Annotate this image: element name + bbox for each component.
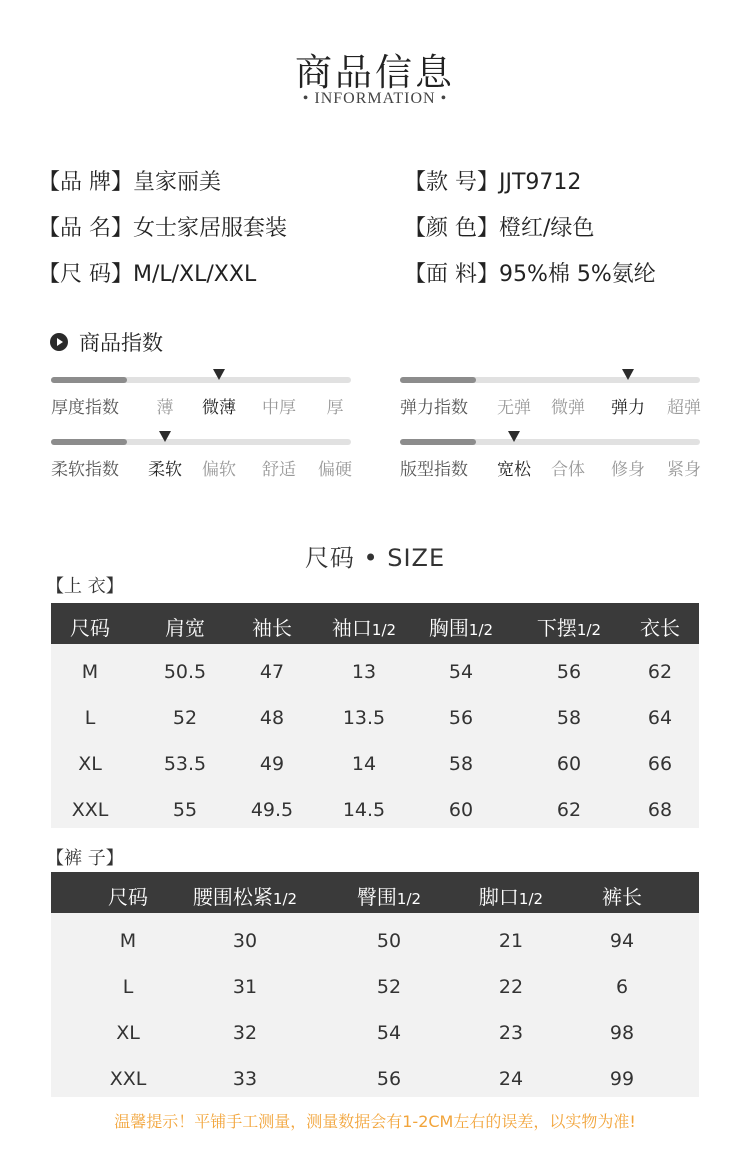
- tops-table-header: [51, 603, 699, 644]
- index-heading: [50, 327, 163, 357]
- table-cell: L: [84, 707, 96, 729]
- table-header-cell: [70, 612, 110, 641]
- info-model: 【款 号】JJT9712: [404, 170, 582, 195]
- page-subtitle: • INFORMATION •: [302, 90, 448, 107]
- info-size: 【尺 码】M/L/XL/XXL: [38, 262, 257, 287]
- header-sub-text: 1/2: [468, 621, 494, 639]
- table-cell: 31: [232, 976, 258, 998]
- table-row: [51, 1022, 699, 1046]
- info-brand: 【品 牌】皇家丽美: [38, 170, 221, 195]
- header-sub-text: 1/2: [576, 621, 602, 639]
- table-row: [51, 976, 699, 1000]
- table-cell: 54: [376, 1022, 402, 1044]
- table-cell: 94: [609, 930, 635, 952]
- table-cell: 6: [615, 976, 629, 998]
- meter-track: [51, 439, 351, 445]
- table-cell: 21: [498, 930, 524, 952]
- pants-label: 【裤 子】: [46, 848, 124, 869]
- meter-option: 偏软: [202, 460, 236, 480]
- meter-option: 修身: [611, 460, 645, 480]
- size-title: 尺码 • SIZE: [304, 544, 446, 572]
- meter-pointer: [159, 431, 171, 442]
- header-main-text: 尺码: [108, 885, 148, 909]
- header-sub-text: 1/2: [371, 621, 397, 639]
- header-main-text: 肩宽: [165, 616, 205, 640]
- info-fabric: 【面 料】95%棉 5%氨纶: [404, 262, 656, 287]
- table-cell: 48: [259, 707, 285, 729]
- table-cell: XXL: [71, 799, 109, 821]
- meter-option: 超弹: [667, 398, 701, 418]
- header-sub-text: 1/2: [396, 890, 422, 908]
- table-cell: 33: [232, 1068, 258, 1090]
- table-header-cell: [165, 612, 205, 641]
- table-row: [51, 753, 699, 777]
- meter-option: 微弹: [551, 398, 585, 418]
- meter-option: 无弹: [497, 398, 531, 418]
- table-cell: 24: [498, 1068, 524, 1090]
- elasticity-meter: [400, 373, 701, 418]
- tops-table-body: [51, 644, 699, 828]
- table-cell: 64: [647, 707, 673, 729]
- table-cell: 60: [448, 799, 474, 821]
- table-cell: L: [122, 976, 134, 998]
- table-cell: 52: [172, 707, 198, 729]
- table-cell: 32: [232, 1022, 258, 1044]
- table-header-cell: [479, 881, 543, 910]
- table-header-cell: [252, 612, 292, 641]
- header-main-text: 胸围: [428, 616, 469, 640]
- table-cell: 68: [647, 799, 673, 821]
- pants-table-body: [51, 913, 699, 1097]
- table-cell: XL: [116, 1022, 140, 1044]
- table-header-cell: [640, 612, 680, 641]
- header-main-text: 腰围松紧: [192, 885, 273, 909]
- table-cell: 50: [376, 930, 402, 952]
- table-cell: 52: [376, 976, 402, 998]
- table-cell: 58: [448, 753, 474, 775]
- meter-track-fill: [51, 439, 127, 445]
- table-cell: 60: [556, 753, 582, 775]
- table-header-cell: [332, 612, 396, 641]
- meter-track: [51, 377, 351, 383]
- table-header-cell: [193, 881, 297, 910]
- table-header-cell: [357, 881, 421, 910]
- softness-meter: [51, 435, 352, 480]
- fit-meter: [400, 435, 701, 480]
- page-title: 商品信息: [295, 51, 455, 94]
- tops-table: [51, 603, 699, 828]
- meter-label: 厚度指数: [51, 398, 119, 418]
- info-color: 【颜 色】橙红/绿色: [404, 216, 595, 241]
- table-cell: XL: [78, 753, 102, 775]
- meter-track: [400, 439, 700, 445]
- meter-option: 弹力: [611, 398, 645, 418]
- pants-table: [51, 872, 699, 1097]
- meter-pointer: [622, 369, 634, 380]
- table-cell: 14.5: [342, 799, 386, 821]
- table-cell: XXL: [109, 1068, 147, 1090]
- table-cell: 13: [351, 661, 377, 683]
- header-sub-text: 1/2: [518, 890, 544, 908]
- meter-option: 中厚: [262, 398, 296, 418]
- table-row: [51, 661, 699, 685]
- table-cell: 66: [647, 753, 673, 775]
- tops-label: 【上 衣】: [46, 576, 124, 597]
- meter-pointer: [213, 369, 225, 380]
- table-header-cell: [537, 612, 601, 641]
- header-main-text: 袖口: [331, 616, 372, 640]
- table-header-cell: [108, 881, 148, 910]
- table-row: [51, 707, 699, 731]
- header-main-text: 袖长: [252, 616, 292, 640]
- index-heading-label: 商品指数: [79, 331, 163, 355]
- meter-label: 版型指数: [400, 460, 468, 480]
- table-cell: 23: [498, 1022, 524, 1044]
- table-header-cell: [429, 612, 493, 641]
- table-cell: 62: [556, 799, 582, 821]
- table-cell: M: [119, 930, 137, 952]
- table-cell: 47: [259, 661, 285, 683]
- meter-track-fill: [400, 439, 476, 445]
- meter-option: 薄: [156, 398, 174, 418]
- pants-table-header: [51, 872, 699, 913]
- meter-option: 宽松: [497, 460, 531, 480]
- meter-track-fill: [400, 377, 476, 383]
- measurement-notice: 温馨提示！平铺手工测量，测量数据会有1-2CM左右的误差，以实物为准!: [114, 1112, 636, 1131]
- header-sub-text: 1/2: [272, 890, 298, 908]
- meter-pointer: [508, 431, 520, 442]
- meter-option: 厚: [326, 398, 344, 418]
- header-main-text: 下摆: [536, 616, 577, 640]
- meter-label: 弹力指数: [400, 398, 468, 418]
- meter-track: [400, 377, 700, 383]
- table-cell: 13.5: [342, 707, 386, 729]
- meter-label: 柔软指数: [51, 460, 119, 480]
- meter-option: 合体: [551, 460, 585, 480]
- meter-track-fill: [51, 377, 127, 383]
- play-icon: [50, 333, 68, 351]
- table-cell: 98: [609, 1022, 635, 1044]
- table-cell: 14: [351, 753, 377, 775]
- table-cell: 56: [376, 1068, 402, 1090]
- header-main-text: 脚口: [478, 885, 519, 909]
- header-main-text: 臀围: [356, 885, 397, 909]
- header-main-text: 裤长: [602, 885, 642, 909]
- meter-option: 微薄: [202, 398, 236, 418]
- table-cell: 49.5: [250, 799, 294, 821]
- table-cell: 56: [448, 707, 474, 729]
- table-cell: 55: [172, 799, 198, 821]
- info-name: 【品 名】女士家居服套装: [38, 216, 287, 241]
- table-cell: 49: [259, 753, 285, 775]
- table-cell: 50.5: [163, 661, 207, 683]
- table-cell: 99: [609, 1068, 635, 1090]
- table-row: [51, 1068, 699, 1092]
- table-row: [51, 930, 699, 954]
- table-row: [51, 799, 699, 823]
- table-header-cell: [602, 881, 642, 910]
- header-main-text: 衣长: [640, 616, 680, 640]
- header-main-text: 尺码: [70, 616, 110, 640]
- table-cell: 54: [448, 661, 474, 683]
- meter-option: 柔软: [148, 460, 182, 480]
- thickness-meter: [51, 373, 351, 418]
- table-cell: 56: [556, 661, 582, 683]
- meter-option: 紧身: [667, 460, 701, 480]
- meter-option: 舒适: [262, 460, 296, 480]
- table-cell: M: [81, 661, 99, 683]
- table-cell: 22: [498, 976, 524, 998]
- table-cell: 62: [647, 661, 673, 683]
- table-cell: 53.5: [163, 753, 207, 775]
- table-cell: 30: [232, 930, 258, 952]
- table-cell: 58: [556, 707, 582, 729]
- meter-option: 偏硬: [318, 460, 352, 480]
